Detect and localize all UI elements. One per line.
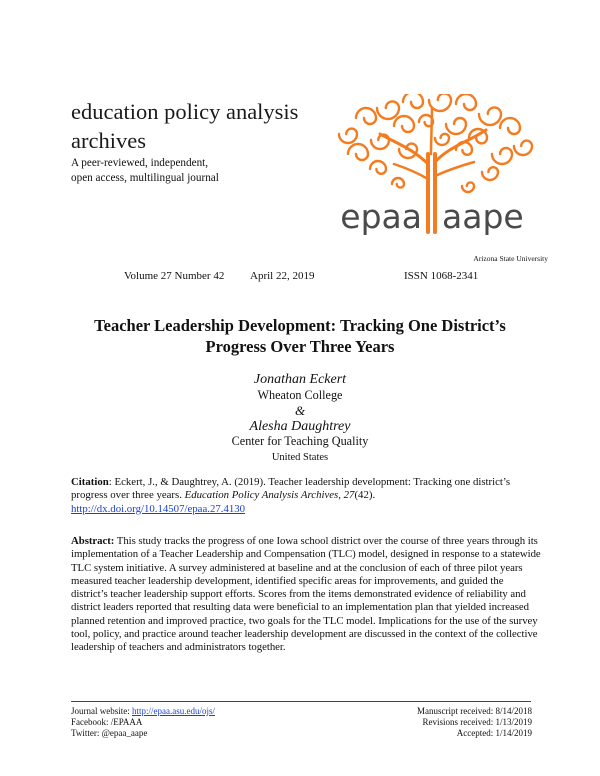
ampersand: & xyxy=(294,403,306,418)
tree-leaf-swirl-icon xyxy=(348,144,368,160)
issue-date: April 22, 2019 xyxy=(250,270,315,282)
journal-tagline: A peer-reviewed, independent, open access, multilingual journal xyxy=(71,157,219,184)
tree-leaf-swirl-icon xyxy=(392,178,404,188)
author-name: Jonathan Eckert xyxy=(253,372,347,387)
author-affiliation: Center for Teaching Quality xyxy=(231,434,369,448)
journal-name xyxy=(71,97,331,155)
author-affiliation: Wheaton College xyxy=(257,387,343,402)
tree-leaf-swirl-icon xyxy=(479,107,501,125)
article-title: Teacher Leadership Development: Tracking One District’s Progress Over Three Years xyxy=(94,316,506,356)
logo-text-right: aape xyxy=(442,197,524,236)
tree-leaf-swirl-icon xyxy=(456,94,476,110)
citation-label: Citation xyxy=(71,476,109,488)
tree-leaf-swirl-icon xyxy=(377,101,399,119)
tree-leaf-swirl-icon xyxy=(482,167,498,180)
abstract-label: Abstract: xyxy=(71,535,115,547)
logo-text-left: epaa xyxy=(340,197,422,236)
doi-link[interactable]: http://dx.doi.org/10.14507/epaa.27.4130 xyxy=(71,502,246,515)
tree-leaf-swirl-icon xyxy=(492,148,512,164)
issue-issn: ISSN 1068-2341 xyxy=(404,270,479,282)
issue-volume: Volume 27 Number 42 xyxy=(124,270,225,282)
journal-name-line1: education policy analysis xyxy=(71,99,299,124)
tree-leaf-swirl-icon xyxy=(435,134,449,145)
author-block xyxy=(150,372,450,465)
tree-leaf-swirl-icon xyxy=(462,182,474,192)
footer-left: Journal website: http://epaa.asu.edu/ojs/ Facebook: /EPAAA Twitter: @epaa_aape xyxy=(71,706,215,739)
footer-divider xyxy=(71,701,531,702)
facebook-handle: Facebook: /EPAAA xyxy=(71,717,143,728)
tree-leaf-swirl-icon xyxy=(356,108,376,124)
journal-website-link[interactable]: http://epaa.asu.edu/ojs/ xyxy=(132,706,215,716)
revisions-received: Revisions received: 1/13/2019 xyxy=(422,717,532,728)
abstract-block xyxy=(71,535,541,655)
tree-leaf-swirl-icon xyxy=(403,94,423,108)
tree-leaf-swirl-icon xyxy=(370,161,386,174)
tree-leaf-swirl-icon xyxy=(339,129,357,143)
tree-leaf-swirl-icon xyxy=(514,141,532,155)
citation-block: Citation: Eckert, J., & Daughtrey, A. (2019). Teacher leadership development: Tracking one district’s progress over three years. Education Policy Analysis Archives, 27(42). http://dx.doi.org/10.14507/epaa.27.4130 xyxy=(71,476,511,515)
accepted-date: Accepted: 1/14/2019 xyxy=(456,728,532,739)
university-label: Arizona State University xyxy=(473,254,548,263)
author-name: Alesha Daughtrey xyxy=(249,418,351,434)
twitter-handle: Twitter: @epaa_aape xyxy=(71,728,148,739)
manuscript-received: Manuscript received: 8/14/2018 xyxy=(417,706,532,716)
tree-leaf-swirl-icon xyxy=(446,118,466,134)
epaa-tree-logo xyxy=(318,94,550,246)
abstract-text: This study tracks the progress of one Iowa school district over the course of three years through its implementation of a Teacher Leadership and Compensation (TLC) model, designed in response to a statewide TLC system initiative. A survey administered at baseline and at the conclusion of each of three pilot years measured teacher leadership development, identified specific areas for improvements, and guided the district’s teacher leadership support efforts. Scores from the items demonstrated evidence of reliability and district leaders reported that resulting data were beneficial to an implementation plan that yielded increased planned retention and improved practice, two goals for the TLC model. Implications for the use of the survey tool, policy, and practice around teacher leadership development are discussed in the context of the collective leadership of teachers and administrators together. xyxy=(71,535,541,654)
footer-right xyxy=(417,706,532,740)
author-country: United States xyxy=(271,451,329,463)
tree-leaf-swirl-icon xyxy=(394,116,414,132)
journal-name-line2: archives xyxy=(71,128,146,153)
tree-leaf-swirl-icon xyxy=(500,118,520,134)
